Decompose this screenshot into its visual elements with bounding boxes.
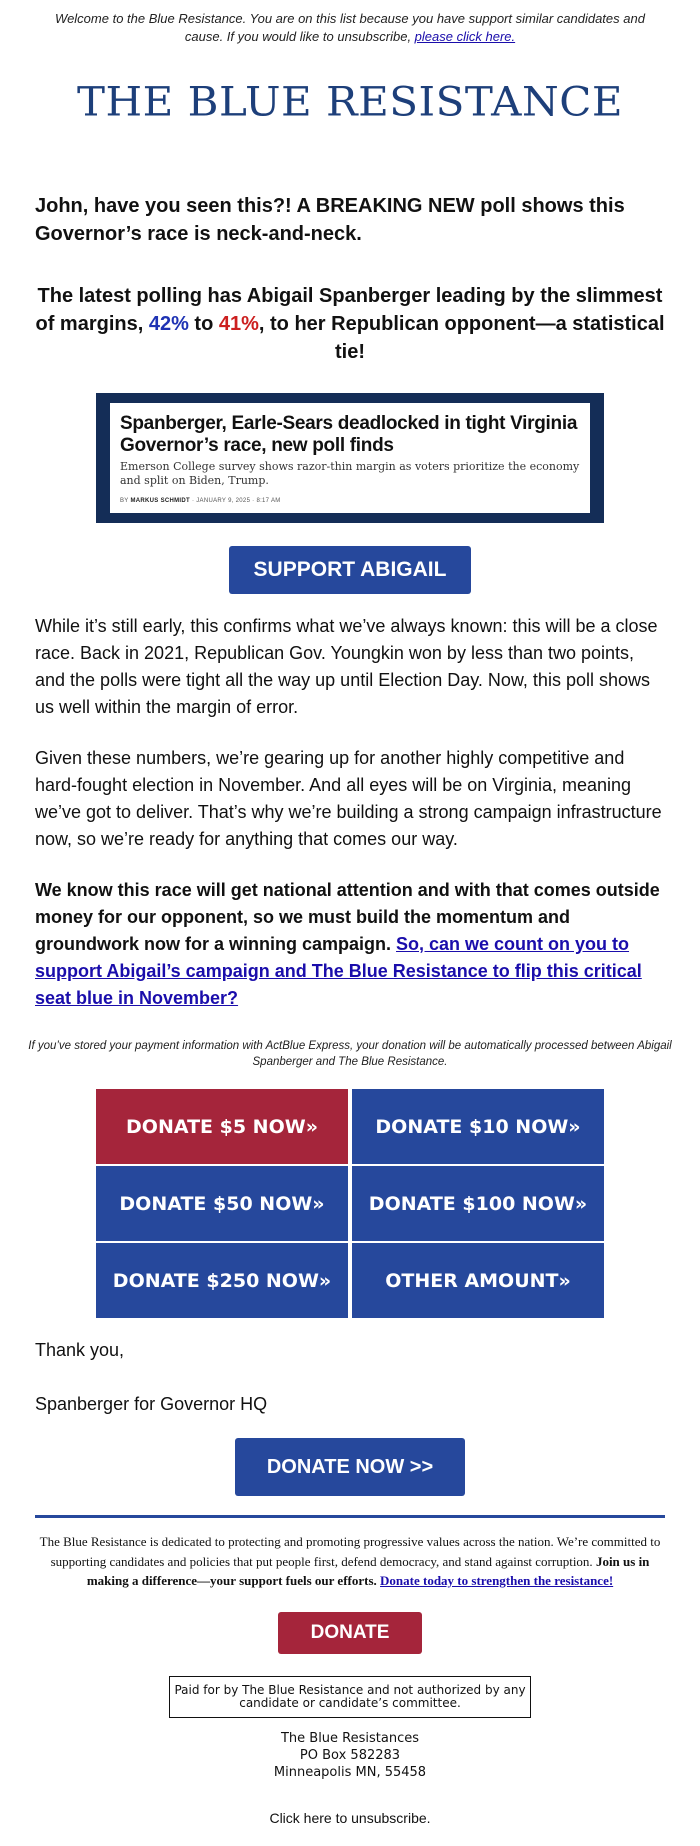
footer-donate-wrap [0,1591,700,1654]
footer-mission-text: The Blue Resistance is dedicated to protecting and promoting progressive values across the nation. We’re committed to supporting candidates and policies that put people first, defend democracy, and stand against corruption. [39,1534,661,1569]
main-content [0,192,700,366]
logo [0,80,700,140]
signoff-block [0,1337,700,1418]
news-clipping-inner [110,403,590,513]
polling-pct-opponent: 41% [218,313,259,335]
address-city: Minneapolis MN, 55458 [273,1764,427,1780]
donate-100-button[interactable]: DONATE $100 NOW» [352,1166,604,1241]
support-abigail-button[interactable]: SUPPORT ABIGAIL [229,546,471,594]
preheader-text: Welcome to the Blue Resistance. You are on this list because you have support similar candidates and cause. If you would like to unsubscribe, [55,11,645,44]
news-meta [120,498,580,504]
preheader-unsubscribe-link[interactable]: please click here. [414,29,516,44]
lead-headline: John, have you seen this?! A BREAKING NEW poll shows this Governor’s race is neck-and-neck. [35,195,625,245]
thanks-text: Thank you, [35,1340,125,1360]
address-po-box: PO Box 582283 [299,1747,401,1763]
body-paragraph: While it’s still early, this confirms what we’ve always known: this will be a close race. Back in 2021, Republican Gov. Youngkin won by less than two points, and the polls were tight all the way up until Election Day. Now, this poll shows us well within the margin of error. [35,616,658,717]
paid-for-disclaimer: Paid for by The Blue Resistance and not authorized by any candidate or candidate’s committee. [169,1676,531,1718]
address-name: The Blue Resistances [280,1730,420,1746]
news-title: Spanberger, Earle-Sears deadlocked in tight Virginia Governor’s race, new poll finds [120,413,578,456]
polling-text-before: The latest polling has Abigail Spanberger leading by the slimmest of margins, [35,285,663,335]
news-meta-by: BY [120,498,129,504]
polling-text-mid: to [188,313,219,335]
logo-text: THE BLUE RESISTANCE [76,78,624,125]
preheader [0,0,700,52]
appeal-text: We know this race will get national attention and with that comes outside money for our opponent, so we must build the momentum and groundwork now for a winning campaign. [35,880,660,954]
unsubscribe [0,1810,700,1846]
donate-250-button[interactable]: DONATE $250 NOW» [96,1243,348,1318]
polling-statement [35,282,665,366]
donate-other-amount-button[interactable]: OTHER AMOUNT» [352,1243,604,1318]
body-paragraph: Given these numbers, we’re gearing up for another highly competitive and hard-fought election in November. And all eyes will be on Virginia, meaning we’ve got to deliver. That’s why we’re building a strong campaign infrastructure now, so we’re ready for anything that comes our way. [35,748,662,849]
body-content [0,613,700,1012]
footer-mission [0,1532,700,1591]
footer-mission-bold: Join us in making a difference—your support fuels our efforts. [86,1553,650,1588]
footer-donate-button[interactable]: DONATE [278,1612,422,1654]
unsubscribe-link[interactable]: Click here to unsubscribe. [269,1809,431,1826]
donate-now-wrap [0,1418,700,1496]
polling-text-after: , to her Republican opponent—a statistical tie! [258,313,665,363]
signoff-text: Spanberger for Governor HQ [35,1394,268,1414]
news-clipping[interactable] [96,393,604,523]
donate-5-button[interactable]: DONATE $5 NOW» [96,1089,348,1164]
actblue-express-note: If you’ve stored your payment information with ActBlue Express, your donation will be automatically processed between Abigail Spanberger and The Blue Resistance. [28,1040,672,1068]
appeal-link[interactable]: So, can we count on you to support Abigail’s campaign and The Blue Resistance to flip this critical seat blue in November? [35,934,642,1008]
news-author: MARKUS SCHMIDT [130,498,190,504]
footer-divider [35,1515,665,1518]
footer-donate-link[interactable]: Donate today to strengthen the resistance! [380,1573,614,1588]
support-button-wrap [0,523,700,594]
polling-pct-spanberger: 42% [148,313,189,335]
mailing-address [0,1730,700,1781]
news-date: · JANUARY 9, 2025 · 8:17 AM [191,498,281,504]
news-subtitle: Emerson College survey shows razor-thin margin as voters prioritize the economy and split on Biden, Trump. [120,460,580,487]
donate-50-button[interactable]: DONATE $50 NOW» [96,1166,348,1241]
donate-grid [96,1089,604,1318]
appeal-paragraph [35,877,665,1012]
donate-now-button[interactable]: DONATE NOW >> [235,1438,465,1496]
donate-10-button[interactable]: DONATE $10 NOW» [352,1089,604,1164]
